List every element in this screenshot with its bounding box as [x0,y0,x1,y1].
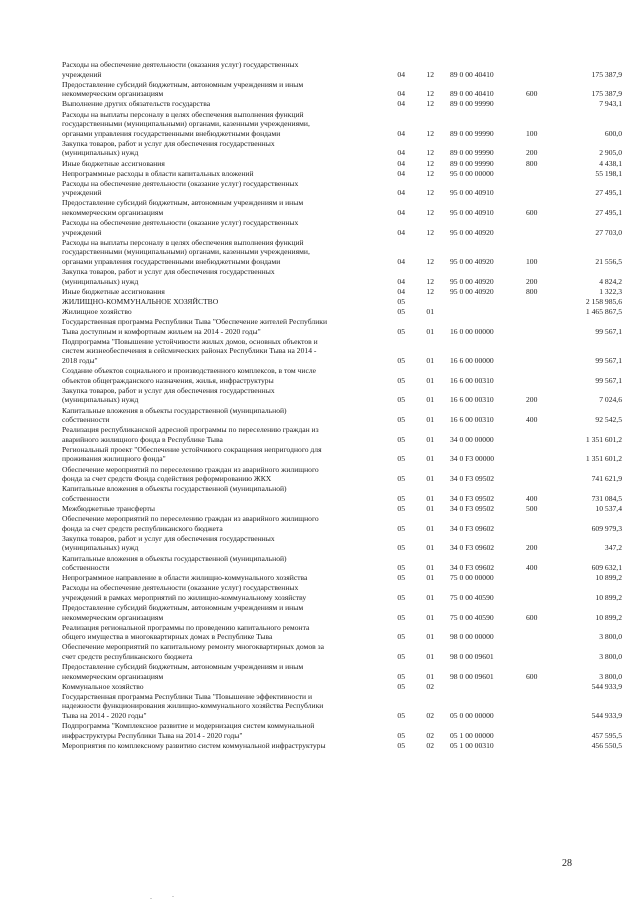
cell-pr: 01 [426,375,434,385]
cell-vr: 600 [526,207,538,217]
cell-rz: 05 [397,563,405,573]
cell-rz: 05 [397,307,405,316]
cell-rz: 04 [397,69,405,79]
row-name-line: Реализация республиканской адресной программы по переселению граждан из [62,425,319,435]
row-name [62,179,377,198]
cell-vr: 400 [526,563,538,573]
cell-csr: 34 0 F3 09502 [450,493,495,503]
page-number: 28 [562,858,572,869]
cell-pr: 12 [426,168,434,178]
cell-sum: 1 351 601,2 [585,434,622,444]
cell-sum: 10 899,2 [595,612,622,622]
cell-pr: 12 [426,158,434,168]
cell-csr: 89 0 00 99990 [450,99,494,109]
row-name [62,514,377,533]
row-name [62,307,377,317]
cell-rz: 04 [397,256,405,266]
cell-rz: 05 [397,375,405,385]
row-name [62,139,377,158]
cell-rz: 05 [397,296,405,306]
row-name-line: Выполнение других обязательств государства [62,99,211,109]
row-name-line: некоммерческим организациям [62,207,164,217]
cell-csr: 89 0 00 40410 [450,69,494,79]
row-name-line: Капитальные вложения в объекты государственной (муниципальной) [62,484,287,494]
row-name-line: Непрограммные расходы в области капитальных вложений [62,168,254,178]
row-name [62,484,377,503]
cell-vr: 400 [526,415,538,425]
cell-vr: 800 [526,158,538,168]
cell-vr: 800 [526,286,538,296]
row-name-line: Расходы на выплаты персоналу в целях обеспечения выполнения функций [62,237,304,247]
row-name [62,297,377,307]
cell-rz: 05 [397,681,405,691]
cell-vr: 100 [526,256,538,266]
cell-csr: 34 0 F3 09602 [450,523,495,533]
cell-rz: 04 [397,168,405,178]
cell-csr: 16 6 00 00310 [450,415,494,425]
cell-pr: 01 [426,395,434,405]
cell-rz: 05 [397,415,405,425]
cell-csr: 89 0 00 40410 [450,89,494,99]
cell-vr: 600 [526,89,538,99]
row-name-line: Тыва на 2014 - 2020 годы" [62,711,147,721]
cell-sum: 7 024,6 [599,395,622,405]
cell-sum: 27 703,0 [595,227,622,237]
cell-vr: 500 [526,504,538,513]
row-name [62,504,377,514]
cell-csr: 75 0 00 40590 [450,592,494,602]
cell-csr: 34 0 F3 09602 [450,543,495,553]
row-name-line: надежности функционирования жилищно-коммунального хозяйства Республики [62,701,324,711]
row-name [62,554,377,573]
row-name-line: Создание объектов социального и производственного комплексов, в том числе [62,366,316,376]
cell-csr: 34 0 00 00000 [450,434,494,444]
cell-rz: 04 [397,158,405,168]
cell-sum: 3 800,0 [599,632,622,642]
row-name-line: Расходы на обеспечение деятельности (оказание услуг) государственных [62,583,299,593]
cell-sum: 175 387,9 [591,69,622,79]
row-name-line: Мероприятия по комплексному развитию систем коммунальной инфраструктуры [62,740,326,750]
cell-csr: 95 0 00 40910 [450,188,494,198]
cell-rz: 05 [397,493,405,503]
cell-pr: 01 [426,307,434,316]
row-name [62,238,377,267]
cell-rz: 05 [397,730,405,740]
row-name-line: органами управления государственными внебюджетными фондами [62,256,281,266]
cell-sum: 600,0 [604,128,622,138]
row-name-line: Закупка товаров, работ и услуг для обеспечения государственных [62,385,275,395]
row-name-line: Предоставление субсидий бюджетным, автономным учреждениям и иным [62,198,304,208]
row-name [62,287,377,297]
cell-pr: 01 [426,355,434,365]
cell-sum: 27 495,1 [595,207,622,217]
row-name-line: учреждений [62,227,102,237]
cell-csr: 34 0 F3 09502 [450,474,495,484]
cell-sum: 731 084,5 [591,493,622,503]
cell-sum: 741 621,9 [591,474,622,484]
row-name-line: счет средств республиканского бюджета [62,651,193,661]
cell-vr: 200 [526,148,538,158]
cell-pr: 12 [426,148,434,158]
cell-sum: 456 550,5 [591,740,622,750]
cell-sum: 99 567,1 [595,326,622,336]
cell-sum: 2 158 985,6 [585,296,622,306]
cell-pr: 02 [426,711,434,721]
row-name-line: Предоставление субсидий бюджетным, автономным учреждениям и иным [62,603,304,612]
row-name-line: Капитальные вложения в объекты государственной (муниципальной) [62,405,287,415]
cell-csr: 89 0 00 99990 [450,158,494,168]
cell-rz: 05 [397,474,405,484]
row-name-line: органами управления государственными внебюджетными фондами [62,128,281,138]
cell-rz: 05 [397,632,405,642]
cell-rz: 05 [397,671,405,681]
row-name-line: фонда за счет средств Фонда содействия реформированию ЖКХ [62,474,272,484]
row-name-line: Непрограммное направление в области жилищно-коммунального хозяйства [62,573,308,583]
cell-sum: 2 905,0 [599,148,622,158]
cell-rz: 04 [397,148,405,158]
row-name [62,425,377,444]
cell-csr: 89 0 00 99990 [450,128,494,138]
cell-csr: 34 0 F3 00000 [450,454,495,464]
row-name-line: Закупка товаров, работ и услуг для обеспечения государственных [62,533,275,543]
cell-sum: 3 800,0 [599,671,622,681]
cell-sum: 27 495,1 [595,188,622,198]
row-name [62,110,377,139]
cell-sum: 55 198,1 [595,168,622,178]
row-name-line: Обеспечение мероприятий по переселению граждан из аварийного жилищного [62,464,319,474]
row-name-line: Предоставление субсидий бюджетным, автономным учреждениям и иным [62,79,304,89]
cell-pr: 01 [426,415,434,425]
cell-csr: 95 0 00 40920 [450,286,494,296]
cell-pr: 02 [426,730,434,740]
cell-vr: 200 [526,543,538,553]
cell-pr: 01 [426,523,434,533]
cell-rz: 05 [397,434,405,444]
cell-pr: 02 [426,681,434,691]
cell-pr: 12 [426,207,434,217]
row-name-line: Региональный проект "Обеспечение устойчивого сокращения непригодного для [62,444,322,454]
row-name-line: Иные бюджетные ассигнования [62,158,165,168]
cell-pr: 01 [426,493,434,503]
row-name [62,465,377,484]
cell-rz: 04 [397,207,405,217]
cell-sum: 1 465 867,5 [585,307,622,316]
row-name-line: Реализация региональной программы по проведению капитального ремонта [62,622,310,632]
row-name-line: общего имущества в многоквартирных домах в Республике Тыва [62,632,273,642]
cell-csr: 95 0 00 00000 [450,168,494,178]
row-name-line: Закупка товаров, работ и услуг для обеспечения государственных [62,267,275,277]
cell-rz: 04 [397,99,405,109]
cell-sum: 10 537,4 [595,504,622,513]
cell-sum: 1 351 601,2 [585,454,622,464]
cell-csr: 05 0 00 00000 [450,711,494,721]
cell-rz: 04 [397,276,405,286]
cell-rz: 05 [397,543,405,553]
cell-pr: 01 [426,671,434,681]
row-name-line: ЖИЛИЩНО-КОММУНАЛЬНОЕ ХОЗЯЙСТВО [62,296,219,306]
cell-pr: 01 [426,454,434,464]
cell-csr: 16 6 00 00310 [450,375,494,385]
cell-vr: 600 [526,671,538,681]
row-name [62,445,377,464]
cell-pr: 12 [426,89,434,99]
row-name-line: объектов общегражданского назначения, жилья, инфраструктуры [62,375,274,385]
row-name-line: Государственная программа Республики Тыва "Обеспечение жителей Республики [62,317,328,327]
cell-csr: 98 0 00 00000 [450,632,494,642]
cell-csr: 16 6 00 00000 [450,355,494,365]
cell-pr: 12 [426,188,434,198]
row-name-line: Расходы на выплаты персоналу в целях обеспечения выполнения функций [62,109,304,119]
cell-pr: 12 [426,286,434,296]
row-name-line: Иные бюджетные ассигнования [62,286,165,296]
cell-sum: 4 438,1 [599,158,622,168]
row-name [62,99,377,109]
row-name-line: учреждений [62,188,102,198]
row-name-line: Закупка товаров, работ и услуг для обеспечения государственных [62,138,275,148]
cell-csr: 05 1 00 00000 [450,730,494,740]
cell-rz: 04 [397,227,405,237]
cell-csr: 05 1 00 00310 [450,740,494,750]
cell-csr: 75 0 00 00000 [450,573,494,583]
cell-sum: 10 899,2 [595,573,622,583]
cell-pr: 01 [426,326,434,336]
row-name [62,60,377,79]
row-name-line: учреждений [62,69,102,79]
cell-rz: 05 [397,651,405,661]
cell-sum: 92 542,5 [595,415,622,425]
row-name [62,583,377,602]
row-name-line: Жилищное хозяйство [62,307,132,316]
row-name [62,573,377,583]
cell-csr: 98 0 00 09601 [450,671,494,681]
scan-speck [150,898,152,899]
row-name-line: Капитальные вложения в объекты государственной (муниципальной) [62,553,287,563]
cell-pr: 12 [426,128,434,138]
cell-pr: 01 [426,474,434,484]
cell-pr: 12 [426,256,434,266]
cell-csr: 16 6 00 00310 [450,395,494,405]
row-name-line: государственными (муниципальными) органами, казенными учреждениями, [62,247,310,257]
cell-csr: 95 0 00 40920 [450,227,494,237]
row-name [62,692,377,721]
cell-pr: 12 [426,227,434,237]
cell-csr: 95 0 00 40920 [450,256,494,266]
row-name-line: учреждений в рамках мероприятий по жилищно-коммунальному хозяйству [62,592,307,602]
cell-sum: 609 979,3 [591,523,622,533]
row-name [62,386,377,405]
cell-rz: 05 [397,612,405,622]
row-name [62,169,377,179]
row-name-line: (муниципальных) нужд [62,276,139,286]
row-name [62,406,377,425]
cell-pr: 12 [426,99,434,109]
row-name-line: Подпрограмма "Комплексное развитие и модернизация систем коммунальной [62,721,315,731]
cell-rz: 04 [397,128,405,138]
row-name-line: фонда за счет средств республиканского бюджета [62,523,223,533]
cell-rz: 04 [397,188,405,198]
cell-pr: 01 [426,563,434,573]
row-name-line: Расходы на обеспечение деятельности (оказания услуг) государственных [62,60,299,69]
cell-rz: 05 [397,454,405,464]
cell-rz: 05 [397,355,405,365]
cell-rz: 05 [397,711,405,721]
row-name-line: (муниципальных) нужд [62,148,139,158]
cell-rz: 05 [397,504,405,513]
row-name-line: Подпрограмма "Повышение устойчивости жилых домов, основных объектов и [62,336,318,346]
row-name-line: Тыва доступным и комфортным жильем на 2014 - 2020 годы" [62,326,261,336]
cell-pr: 01 [426,573,434,583]
cell-rz: 05 [397,326,405,336]
cell-rz: 05 [397,592,405,602]
cell-rz: 05 [397,395,405,405]
cell-sum: 609 632,1 [591,563,622,573]
cell-csr: 34 0 F3 09602 [450,563,495,573]
cell-vr: 400 [526,493,538,503]
row-name-line: Расходы на обеспечение деятельности (оказание услуг) государственных [62,178,299,188]
row-name-line: Коммунальное хозяйство [62,681,144,691]
row-name [62,662,377,681]
cell-rz: 05 [397,573,405,583]
row-name-line: Обеспечение мероприятий по капитальному ремонту многоквартирных домов за [62,642,324,652]
cell-csr: 98 0 00 09601 [450,651,494,661]
row-name-line: аварийного жилищного фонда в Республике Тыва [62,434,223,444]
cell-vr: 200 [526,276,538,286]
cell-pr: 01 [426,592,434,602]
cell-rz: 04 [397,89,405,99]
row-name-line: проживания жилищного фонда" [62,454,166,464]
row-name-line: некоммерческим организациям [62,612,164,622]
cell-csr: 34 0 F3 09502 [450,504,495,513]
row-name-line: собственности [62,415,110,425]
cell-sum: 1 322,3 [599,286,622,296]
cell-rz: 05 [397,523,405,533]
cell-sum: 457 595,5 [591,730,622,740]
cell-rz: 05 [397,740,405,750]
row-name-line: (муниципальных) нужд [62,395,139,405]
cell-sum: 99 567,1 [595,375,622,385]
cell-vr: 100 [526,128,538,138]
row-name-line: Предоставление субсидий бюджетным, автономным учреждениям и иным [62,662,304,672]
row-name [62,623,377,642]
cell-sum: 99 567,1 [595,355,622,365]
row-name-line: собственности [62,493,110,503]
cell-csr: 89 0 00 99990 [450,148,494,158]
cell-sum: 21 556,5 [595,256,622,266]
row-name [62,721,377,740]
row-name [62,741,377,751]
row-name [62,337,377,366]
row-name [62,80,377,99]
cell-pr: 01 [426,543,434,553]
cell-csr: 16 0 00 00000 [450,326,494,336]
row-name [62,159,377,169]
row-name [62,642,377,661]
row-name-line: систем жизнеобеспечения в сейсмических районах Республики Тыва на 2014 - [62,346,317,356]
scan-speck [172,896,174,897]
row-name-line: Обеспечение мероприятий по переселению граждан из аварийного жилищного [62,514,319,524]
row-name [62,267,377,286]
row-name [62,317,377,336]
row-name-line: некоммерческим организациям [62,671,164,681]
cell-vr: 600 [526,612,538,622]
row-name-line: собственности [62,563,110,573]
row-name [62,603,377,622]
row-name [62,682,377,692]
cell-sum: 347,2 [604,543,622,553]
cell-csr: 75 0 00 40590 [450,612,494,622]
row-name [62,198,377,217]
cell-rz: 04 [397,286,405,296]
row-name [62,534,377,553]
cell-sum: 175 387,9 [591,89,622,99]
row-name-line: государственными (муниципальными) органами, казенными учреждениями, [62,119,310,129]
row-name-line: Государственная программа Республики Тыва "Повышение эффективности и [62,691,313,701]
row-name-line: инфраструктуры Республики Тыва на 2014 - 2020 годы" [62,730,243,740]
cell-pr: 12 [426,69,434,79]
cell-sum: 10 899,2 [595,592,622,602]
cell-pr: 01 [426,434,434,444]
cell-sum: 7 943,1 [599,99,622,109]
row-name-line: Расходы на обеспечение деятельности (оказание услуг) государственных [62,218,299,228]
row-name-line: 2018 годы" [62,355,98,365]
row-name [62,366,377,385]
cell-sum: 544 933,9 [591,711,622,721]
row-name-line: (муниципальных) нужд [62,543,139,553]
row-name-line: Межбюджетные трансферты [62,504,155,513]
cell-csr: 95 0 00 40910 [450,207,494,217]
cell-pr: 12 [426,276,434,286]
cell-pr: 01 [426,612,434,622]
cell-csr: 95 0 00 40920 [450,276,494,286]
row-name [62,218,377,237]
row-name-line: некоммерческим организациям [62,89,164,99]
cell-sum: 544 933,9 [591,681,622,691]
cell-pr: 02 [426,740,434,750]
cell-sum: 4 824,2 [599,276,622,286]
cell-pr: 01 [426,632,434,642]
cell-pr: 01 [426,504,434,513]
cell-pr: 01 [426,651,434,661]
cell-sum: 3 800,0 [599,651,622,661]
cell-vr: 200 [526,395,538,405]
